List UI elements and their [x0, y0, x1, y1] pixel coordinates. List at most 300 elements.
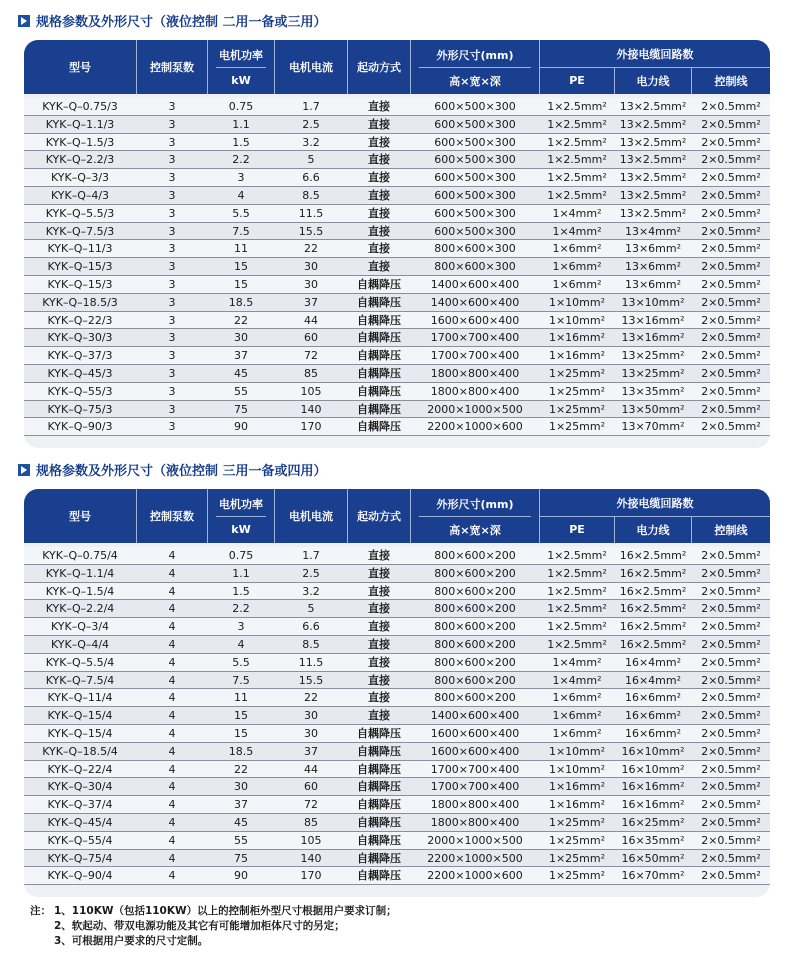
- pe-cell: 1×2.5mm²: [547, 637, 607, 651]
- current-cell: 2.5: [302, 566, 320, 580]
- start-cell: 直接: [368, 691, 390, 705]
- header-divider: [347, 40, 348, 94]
- notes: [30, 904, 397, 949]
- start-cell: 直接: [368, 549, 390, 562]
- power-cell: 4: [237, 188, 245, 202]
- power-line-cell: 13×4mm²: [624, 224, 682, 238]
- power-line-cell: 13×2.5mm²: [619, 117, 687, 131]
- power-cell: 0.75: [228, 100, 254, 113]
- power-cell: 15: [234, 260, 248, 274]
- size-cell: 600×500×300: [434, 153, 516, 167]
- power-cell: 7.5: [232, 673, 250, 687]
- header-divider: [691, 67, 692, 94]
- size-cell: 1700×700×400: [430, 331, 520, 345]
- pumps-cell: 3: [168, 100, 176, 113]
- model-cell: KYK–Q–30/4: [47, 780, 113, 794]
- size-cell: 800×600×200: [434, 602, 516, 616]
- pe-cell: 1×2.5mm²: [547, 584, 607, 598]
- current-cell: 8.5: [302, 188, 320, 202]
- control-line-cell: 2×0.5mm²: [701, 384, 761, 398]
- table-row: [24, 725, 770, 743]
- model-cell: KYK–Q–5.5/4: [45, 655, 115, 669]
- power-cell: 15: [234, 726, 248, 740]
- current-cell: 22: [304, 242, 318, 256]
- power-line-cell: 16×2.5mm²: [619, 566, 687, 580]
- pe-cell: 1×25mm²: [548, 402, 606, 416]
- model-cell: KYK–Q–22/3: [47, 313, 113, 327]
- start-cell: 自耦降压: [357, 295, 401, 309]
- control-line-cell: 2×0.5mm²: [701, 637, 761, 651]
- size-cell: 600×500×300: [434, 135, 516, 149]
- table-row: [24, 187, 770, 205]
- current-cell: 170: [300, 869, 322, 883]
- header-divider: [410, 489, 411, 543]
- power-cell: 11: [234, 691, 248, 705]
- header-model: 型号: [69, 510, 91, 523]
- pumps-cell: 3: [168, 349, 176, 363]
- start-cell: 自耦降压: [357, 402, 401, 416]
- current-cell: 85: [304, 366, 318, 380]
- model-cell: KYK–Q–55/3: [47, 384, 113, 398]
- control-line-cell: 2×0.5mm²: [701, 206, 761, 220]
- size-cell: 600×500×300: [434, 171, 516, 185]
- model-cell: KYK–Q–75/4: [47, 851, 113, 865]
- power-line-cell: 13×6mm²: [624, 242, 682, 256]
- power-line-cell: 16×6mm²: [624, 726, 682, 740]
- power-cell: 37: [234, 349, 248, 363]
- current-cell: 3.2: [302, 584, 320, 598]
- size-cell: 800×600×200: [434, 620, 516, 634]
- start-cell: 直接: [368, 171, 390, 185]
- power-line-cell: 16×2.5mm²: [619, 602, 687, 616]
- power-cell: 30: [234, 331, 248, 345]
- pe-cell: 1×16mm²: [548, 780, 606, 794]
- size-cell: 1700×700×400: [430, 349, 520, 363]
- start-cell: 直接: [368, 135, 390, 149]
- model-cell: KYK–Q–18.5/3: [42, 295, 118, 309]
- size-cell: 2200×1000×500: [427, 851, 523, 865]
- pumps-cell: 4: [168, 566, 176, 580]
- pe-cell: 1×2.5mm²: [547, 171, 607, 185]
- pumps-cell: 4: [168, 691, 176, 705]
- pumps-cell: 4: [168, 869, 176, 883]
- header-current: 电机电流: [289, 61, 333, 74]
- current-cell: 6.6: [302, 171, 320, 185]
- table-row: [24, 672, 770, 690]
- model-cell: KYK–Q–0.75/4: [42, 549, 118, 562]
- size-cell: 800×600×200: [434, 549, 516, 562]
- control-line-cell: 2×0.5mm²: [701, 549, 761, 562]
- control-line-cell: 2×0.5mm²: [701, 171, 761, 185]
- model-cell: KYK–Q–1.5/3: [45, 135, 115, 149]
- table-row: [24, 205, 770, 223]
- model-cell: KYK–Q–3/4: [50, 620, 110, 634]
- pumps-cell: 4: [168, 673, 176, 687]
- control-line-cell: 2×0.5mm²: [701, 100, 761, 113]
- power-cell: 15: [234, 709, 248, 723]
- power-line-cell: 13×16mm²: [621, 331, 685, 345]
- pe-cell: 1×16mm²: [548, 798, 606, 812]
- size-cell: 600×500×300: [434, 188, 516, 202]
- table-row: [24, 796, 770, 814]
- size-cell: 2200×1000×600: [427, 869, 523, 883]
- size-cell: 1400×600×400: [430, 277, 520, 291]
- pe-cell: 1×25mm²: [548, 833, 606, 847]
- size-cell: 2000×1000×500: [427, 833, 523, 847]
- model-cell: KYK–Q–7.5/3: [45, 224, 115, 238]
- start-cell: 自耦降压: [357, 331, 401, 345]
- start-cell: 直接: [368, 620, 390, 634]
- pumps-cell: 4: [168, 709, 176, 723]
- note-line-3: 3、可根据用户要求的尺寸定制。: [54, 935, 209, 947]
- model-cell: KYK–Q–11/3: [47, 242, 113, 256]
- pe-cell: 1×10mm²: [548, 762, 606, 776]
- power-line-cell: 16×6mm²: [624, 709, 682, 723]
- table-row: [24, 258, 770, 276]
- model-cell: KYK–Q–15/4: [47, 709, 113, 723]
- current-cell: 15.5: [298, 673, 324, 687]
- model-cell: KYK–Q–37/3: [47, 349, 113, 363]
- table-row: [24, 778, 770, 796]
- table-row: [24, 565, 770, 583]
- current-cell: 170: [300, 420, 322, 434]
- pumps-cell: 3: [168, 171, 176, 185]
- power-line-cell: 16×10mm²: [621, 744, 685, 758]
- control-line-cell: 2×0.5mm²: [701, 869, 761, 883]
- pumps-cell: 3: [168, 153, 176, 167]
- model-cell: KYK–Q–3/3: [50, 171, 110, 185]
- model-cell: KYK–Q–90/3: [47, 420, 113, 434]
- pumps-cell: 3: [168, 402, 176, 416]
- size-cell: 800×600×200: [434, 566, 516, 580]
- header-divider: [614, 516, 615, 543]
- table-row: [24, 814, 770, 832]
- power-line-cell: 16×10mm²: [621, 762, 685, 776]
- current-cell: 85: [304, 815, 318, 829]
- power-cell: 1.1: [232, 566, 250, 580]
- pe-cell: 1×2.5mm²: [547, 135, 607, 149]
- power-line-cell: 13×2.5mm²: [619, 206, 687, 220]
- header-divider: [216, 516, 266, 517]
- pe-cell: 1×25mm²: [548, 420, 606, 434]
- header-divider: [347, 489, 348, 543]
- header-divider: [691, 516, 692, 543]
- power-line-cell: 13×2.5mm²: [619, 135, 687, 149]
- control-line-cell: 2×0.5mm²: [701, 153, 761, 167]
- power-cell: 18.5: [228, 295, 254, 309]
- note-line-2: 2、软起动、带双电源功能及其它有可能增加柜体尺寸的另定；: [54, 920, 345, 932]
- start-cell: 自耦降压: [357, 277, 401, 291]
- table-row: [24, 276, 770, 294]
- power-cell: 3: [237, 620, 245, 634]
- start-cell: 直接: [368, 188, 390, 202]
- power-cell: 90: [234, 869, 248, 883]
- control-line-cell: 2×0.5mm²: [701, 277, 761, 291]
- arrow-icon: [18, 15, 30, 27]
- power-line-cell: 13×35mm²: [621, 384, 685, 398]
- power-line-cell: 16×16mm²: [621, 798, 685, 812]
- model-cell: KYK–Q–18.5/4: [42, 744, 118, 758]
- start-cell: 直接: [368, 117, 390, 131]
- control-line-cell: 2×0.5mm²: [701, 655, 761, 669]
- power-line-cell: 16×25mm²: [621, 815, 685, 829]
- start-cell: 自耦降压: [357, 780, 401, 794]
- start-cell: 直接: [368, 242, 390, 256]
- size-cell: 800×600×300: [434, 260, 516, 274]
- table-row: [24, 832, 770, 850]
- pumps-cell: 4: [168, 726, 176, 740]
- pe-cell: 1×25mm²: [548, 815, 606, 829]
- header-pe: PE: [569, 74, 585, 87]
- control-line-cell: 2×0.5mm²: [701, 402, 761, 416]
- size-cell: 800×600×200: [434, 655, 516, 669]
- start-cell: 直接: [368, 709, 390, 723]
- notes-label: 注：: [30, 905, 51, 917]
- header-size: 外形尺寸(mm): [436, 48, 514, 62]
- table-row: [24, 867, 770, 885]
- control-line-cell: 2×0.5mm²: [701, 188, 761, 202]
- current-cell: 2.5: [302, 117, 320, 131]
- header-divider: [216, 67, 266, 68]
- control-line-cell: 2×0.5mm²: [701, 602, 761, 616]
- power-line-cell: 13×25mm²: [621, 366, 685, 380]
- model-cell: KYK–Q–15/4: [47, 726, 113, 740]
- pumps-cell: 4: [168, 549, 176, 562]
- pe-cell: 1×25mm²: [548, 384, 606, 398]
- size-cell: 1700×700×400: [430, 780, 520, 794]
- start-cell: 自耦降压: [357, 366, 401, 380]
- power-line-cell: 16×2.5mm²: [619, 549, 687, 562]
- model-cell: KYK–Q–4/4: [50, 637, 110, 651]
- pumps-cell: 4: [168, 620, 176, 634]
- table-row: [24, 636, 770, 654]
- current-cell: 44: [304, 762, 318, 776]
- power-line-cell: 16×16mm²: [621, 780, 685, 794]
- current-cell: 22: [304, 691, 318, 705]
- header-size: 外形尺寸(mm): [436, 497, 514, 511]
- model-cell: KYK–Q–37/4: [47, 798, 113, 812]
- start-cell: 自耦降压: [357, 798, 401, 812]
- table-body: [24, 547, 770, 885]
- power-cell: 75: [234, 402, 248, 416]
- power-cell: 55: [234, 384, 248, 398]
- model-cell: KYK–Q–22/4: [47, 762, 113, 776]
- header-size-sub: 高×宽×深: [449, 74, 501, 88]
- power-cell: 1.5: [232, 584, 250, 598]
- size-cell: 1800×800×400: [430, 366, 520, 380]
- power-line-cell: 16×2.5mm²: [619, 637, 687, 651]
- current-cell: 105: [300, 833, 322, 847]
- current-cell: 140: [300, 851, 322, 865]
- model-cell: KYK–Q–4/3: [50, 188, 110, 202]
- power-line-cell: 13×2.5mm²: [619, 153, 687, 167]
- pe-cell: 1×4mm²: [552, 224, 602, 238]
- size-cell: 800×600×200: [434, 637, 516, 651]
- table-row: [24, 169, 770, 187]
- pe-cell: 1×6mm²: [552, 260, 602, 274]
- control-line-cell: 2×0.5mm²: [701, 726, 761, 740]
- power-cell: 5.5: [232, 655, 250, 669]
- pumps-cell: 4: [168, 655, 176, 669]
- pe-cell: 1×10mm²: [548, 295, 606, 309]
- start-cell: 自耦降压: [357, 815, 401, 829]
- pe-cell: 1×2.5mm²: [547, 117, 607, 131]
- pe-cell: 1×25mm²: [548, 869, 606, 883]
- model-cell: KYK–Q–15/3: [47, 260, 113, 274]
- table-body: [24, 98, 770, 436]
- current-cell: 72: [304, 798, 318, 812]
- header-divider: [274, 489, 275, 543]
- table-row: [24, 583, 770, 601]
- pe-cell: 1×4mm²: [552, 655, 602, 669]
- start-cell: 直接: [368, 584, 390, 598]
- pumps-cell: 4: [168, 602, 176, 616]
- power-line-cell: 13×2.5mm²: [619, 188, 687, 202]
- start-cell: 直接: [368, 153, 390, 167]
- start-cell: 自耦降压: [357, 833, 401, 847]
- start-cell: 直接: [368, 637, 390, 651]
- control-line-cell: 2×0.5mm²: [701, 780, 761, 794]
- control-line-cell: 2×0.5mm²: [701, 584, 761, 598]
- start-cell: 自耦降压: [357, 744, 401, 758]
- size-cell: 800×600×300: [434, 242, 516, 256]
- table-row: [24, 418, 770, 436]
- pe-cell: 1×2.5mm²: [547, 549, 607, 562]
- power-cell: 3: [237, 171, 245, 185]
- power-cell: 45: [234, 815, 248, 829]
- start-cell: 直接: [368, 100, 390, 113]
- header-divider: [540, 67, 770, 68]
- size-cell: 1400×600×400: [430, 295, 520, 309]
- current-cell: 60: [304, 331, 318, 345]
- control-line-cell: 2×0.5mm²: [701, 117, 761, 131]
- pe-cell: 1×2.5mm²: [547, 188, 607, 202]
- header-divider: [410, 40, 411, 94]
- power-cell: 55: [234, 833, 248, 847]
- power-cell: 1.5: [232, 135, 250, 149]
- pumps-cell: 3: [168, 135, 176, 149]
- pumps-cell: 4: [168, 798, 176, 812]
- size-cell: 600×500×300: [434, 100, 516, 113]
- header-control-line: 控制线: [714, 74, 748, 88]
- control-line-cell: 2×0.5mm²: [701, 295, 761, 309]
- current-cell: 30: [304, 726, 318, 740]
- power-cell: 90: [234, 420, 248, 434]
- model-cell: KYK–Q–45/4: [47, 815, 113, 829]
- header-power-unit: kW: [231, 74, 251, 87]
- pe-cell: 1×4mm²: [552, 673, 602, 687]
- pe-cell: 1×6mm²: [552, 709, 602, 723]
- model-cell: KYK–Q–0.75/3: [42, 100, 118, 113]
- pumps-cell: 3: [168, 313, 176, 327]
- current-cell: 5: [307, 602, 315, 616]
- power-line-cell: 16×4mm²: [624, 655, 682, 669]
- size-cell: 2000×1000×500: [427, 402, 523, 416]
- pumps-cell: 3: [168, 295, 176, 309]
- pumps-cell: 3: [168, 366, 176, 380]
- start-cell: 自耦降压: [357, 313, 401, 327]
- control-line-cell: 2×0.5mm²: [701, 815, 761, 829]
- control-line-cell: 2×0.5mm²: [701, 135, 761, 149]
- header-divider: [274, 40, 275, 94]
- pumps-cell: 4: [168, 815, 176, 829]
- pumps-cell: 3: [168, 224, 176, 238]
- pumps-cell: 3: [168, 384, 176, 398]
- model-cell: KYK–Q–5.5/3: [45, 206, 115, 220]
- power-cell: 5.5: [232, 206, 250, 220]
- model-cell: KYK–Q–2.2/4: [45, 602, 115, 616]
- start-cell: 自耦降压: [357, 851, 401, 865]
- power-cell: 75: [234, 851, 248, 865]
- pe-cell: 1×2.5mm²: [547, 100, 607, 113]
- pe-cell: 1×6mm²: [552, 277, 602, 291]
- table-row: [24, 365, 770, 383]
- current-cell: 30: [304, 709, 318, 723]
- model-cell: KYK–Q–75/3: [47, 402, 113, 416]
- pe-cell: 1×4mm²: [552, 206, 602, 220]
- header-size-sub: 高×宽×深: [449, 523, 501, 537]
- control-line-cell: 2×0.5mm²: [701, 331, 761, 345]
- pe-cell: 1×2.5mm²: [547, 153, 607, 167]
- current-cell: 11.5: [298, 655, 324, 669]
- control-line-cell: 2×0.5mm²: [701, 566, 761, 580]
- size-cell: 1800×800×400: [430, 798, 520, 812]
- section-title-1: 规格参数及外形尺寸（液位控制 二用一备或三用）: [18, 12, 327, 34]
- control-line-cell: 2×0.5mm²: [701, 260, 761, 274]
- table-row: [24, 347, 770, 365]
- control-line-cell: 2×0.5mm²: [701, 620, 761, 634]
- power-line-cell: 16×6mm²: [624, 691, 682, 705]
- power-cell: 22: [234, 762, 248, 776]
- header-control-line: 控制线: [714, 523, 748, 537]
- size-cell: 600×500×300: [434, 206, 516, 220]
- current-cell: 30: [304, 277, 318, 291]
- start-cell: 自耦降压: [357, 762, 401, 776]
- pumps-cell: 4: [168, 637, 176, 651]
- spec-table-2: [24, 489, 770, 897]
- model-cell: KYK–Q–55/4: [47, 833, 113, 847]
- control-line-cell: 2×0.5mm²: [701, 420, 761, 434]
- control-line-cell: 2×0.5mm²: [701, 833, 761, 847]
- header-divider: [207, 40, 208, 94]
- start-cell: 直接: [368, 260, 390, 274]
- power-line-cell: 13×10mm²: [621, 295, 685, 309]
- header-power-line: 电力线: [636, 523, 670, 537]
- model-cell: KYK–Q–2.2/3: [45, 153, 115, 167]
- pe-cell: 1×25mm²: [548, 851, 606, 865]
- table-row: [24, 329, 770, 347]
- header-model: 型号: [69, 61, 91, 74]
- model-cell: KYK–Q–1.1/3: [45, 117, 115, 131]
- start-cell: 直接: [368, 206, 390, 220]
- power-line-cell: 13×16mm²: [621, 313, 685, 327]
- header-cable: 外接电缆回路数: [616, 496, 694, 510]
- header-power: 电机功率: [219, 497, 263, 511]
- control-line-cell: 2×0.5mm²: [701, 851, 761, 865]
- table-row: [24, 383, 770, 401]
- header-power: 电机功率: [219, 48, 263, 62]
- pumps-cell: 4: [168, 833, 176, 847]
- header-power-line: 电力线: [636, 74, 670, 88]
- start-cell: 自耦降压: [357, 384, 401, 398]
- table-row: [24, 223, 770, 241]
- table-header: [24, 40, 770, 94]
- table-row: [24, 151, 770, 169]
- size-cell: 1600×600×400: [430, 726, 520, 740]
- current-cell: 1.7: [302, 100, 320, 113]
- header-divider: [207, 489, 208, 543]
- power-line-cell: 16×4mm²: [624, 673, 682, 687]
